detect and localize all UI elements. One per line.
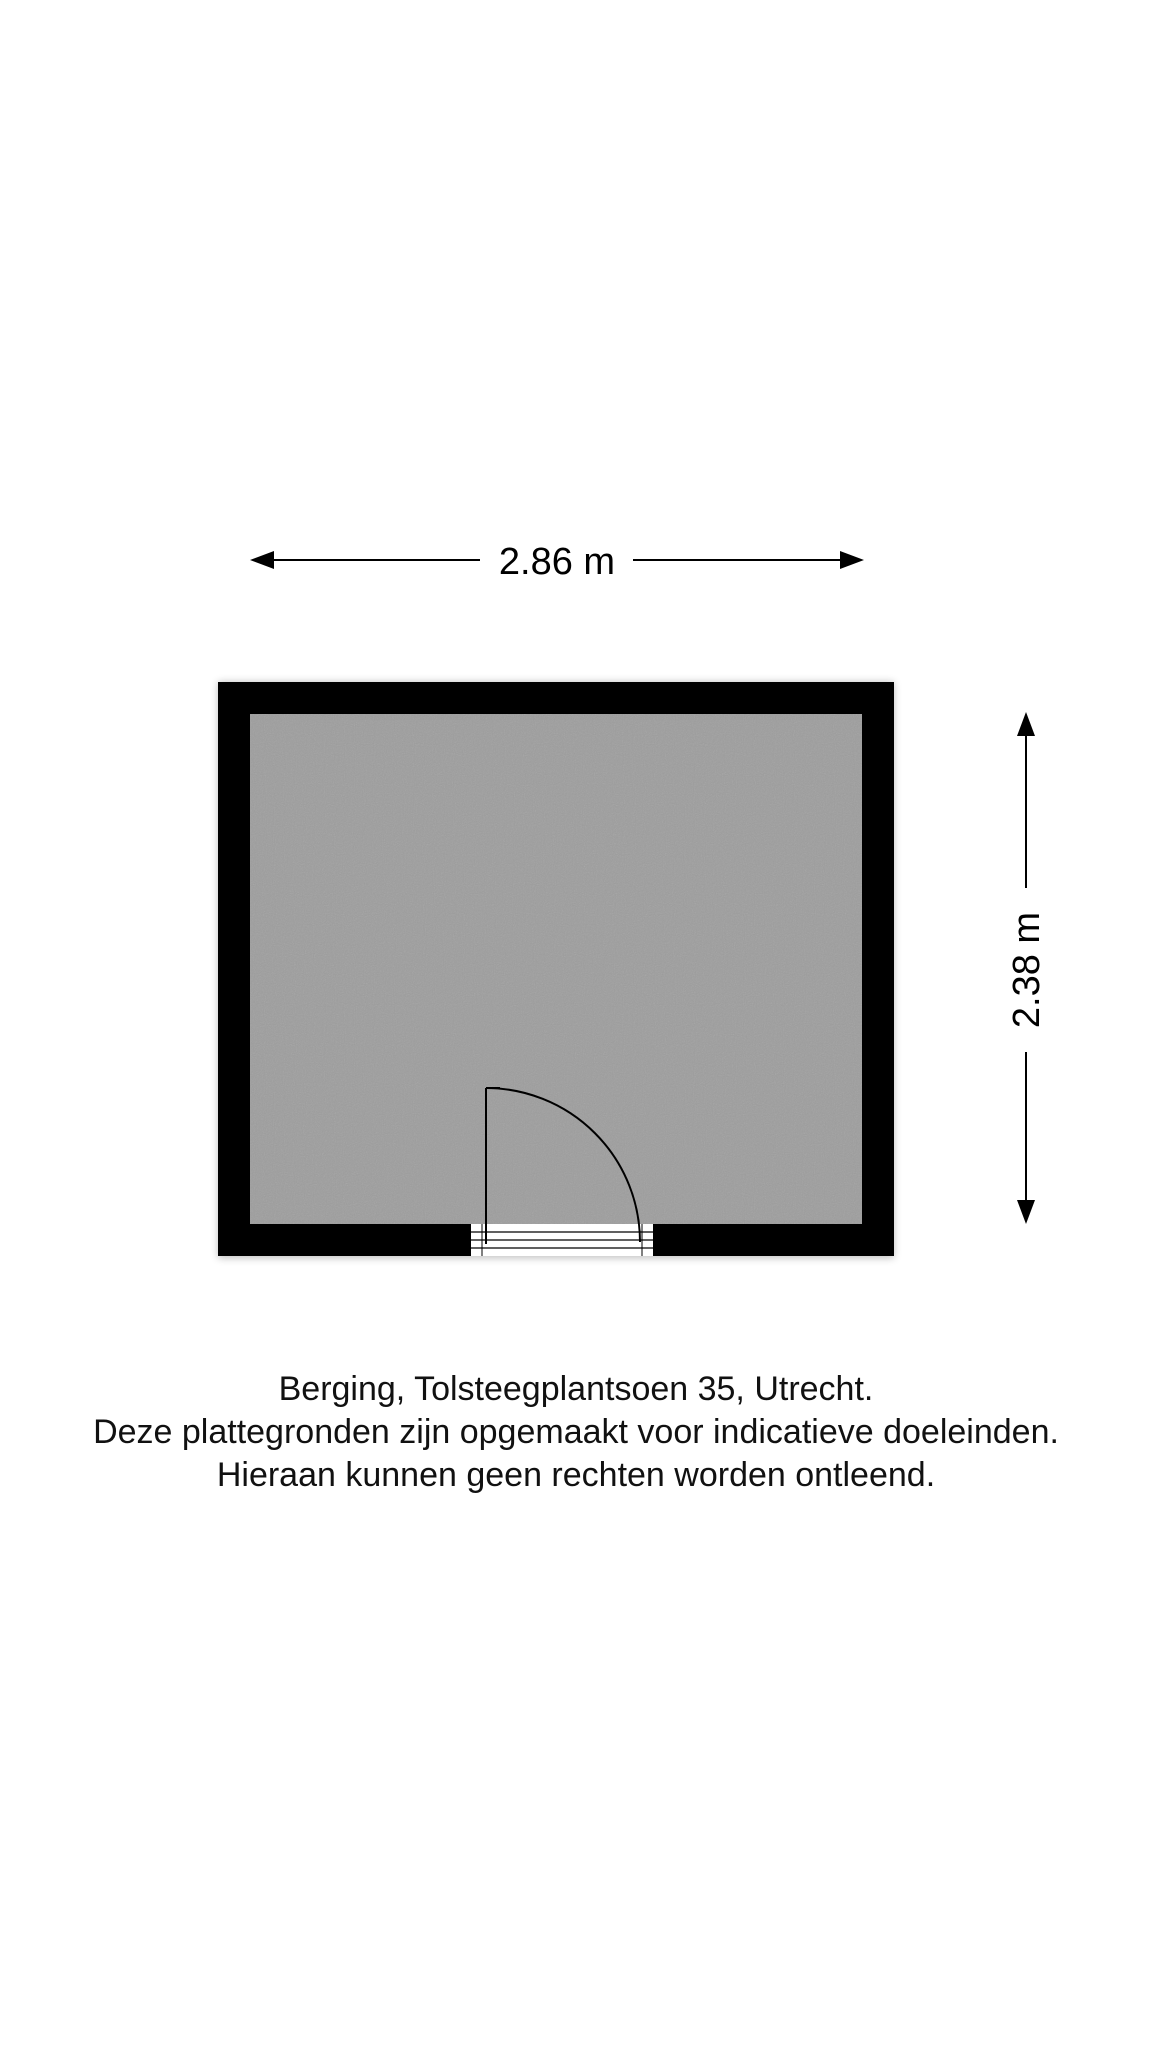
depth-label: 2.38 m xyxy=(1006,911,1048,1029)
arrow-up-icon xyxy=(1017,712,1035,736)
door-opening xyxy=(470,1224,654,1256)
caption-address: Berging, Tolsteegplantsoen 35, Utrecht. xyxy=(278,1370,874,1408)
width-label: 2.86 m xyxy=(498,541,616,583)
floor-area xyxy=(250,714,862,1224)
arrow-right-icon xyxy=(840,551,864,569)
caption-disclaimer-2: Hieraan kunnen geen rechten worden ontleend. xyxy=(216,1456,936,1494)
room xyxy=(218,682,894,1258)
caption-disclaimer-1: Deze plattegronden zijn opgemaakt voor indicatieve doeleinden. xyxy=(93,1413,1059,1451)
width-dimension xyxy=(250,541,864,583)
arrow-down-icon xyxy=(1017,1200,1035,1224)
caption xyxy=(0,1368,1152,1497)
arrow-left-icon xyxy=(250,551,274,569)
depth-dimension xyxy=(1006,712,1048,1224)
